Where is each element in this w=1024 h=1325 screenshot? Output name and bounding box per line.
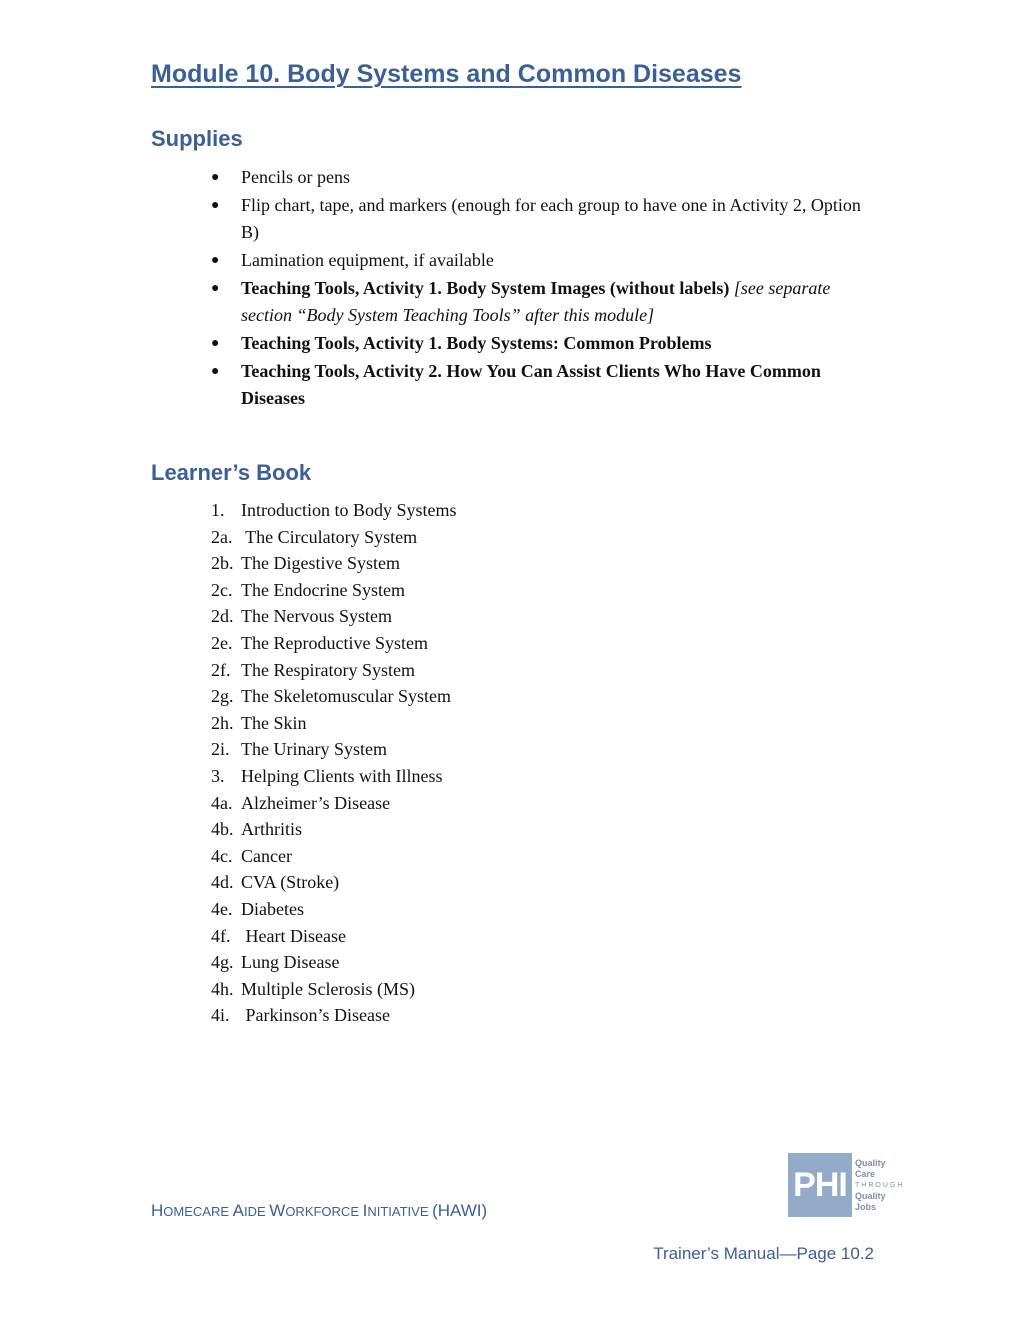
item-number: 2e. <box>211 632 233 653</box>
list-item <box>211 550 457 577</box>
org-rest: NITIATIVE <box>367 1204 433 1219</box>
list-item <box>211 976 457 1003</box>
item-number: 2f. <box>211 659 231 680</box>
item-number: 2c. <box>211 579 233 600</box>
list-item <box>211 710 457 737</box>
item-text: Diabetes <box>241 898 304 919</box>
list-item <box>211 736 457 763</box>
supply-text: Lamination equipment, if available <box>241 250 494 270</box>
list-item <box>211 524 457 551</box>
item-number: 4h. <box>211 978 234 999</box>
item-text: The Nervous System <box>241 606 392 627</box>
item-text: CVA (Stroke) <box>241 872 340 893</box>
item-text: The Respiratory System <box>241 659 415 680</box>
item-number: 1. <box>211 500 225 520</box>
list-item <box>211 683 457 710</box>
bullet-icon: ● <box>211 336 220 351</box>
item-number: 2a. <box>211 526 233 547</box>
list-item <box>211 192 881 246</box>
item-text: Multiple Sclerosis (MS) <box>241 978 415 999</box>
list-item <box>211 275 881 329</box>
item-text: Heart Disease <box>241 925 346 946</box>
item-text: Parkinson’s Disease <box>241 1005 390 1026</box>
logo-mark: PHI <box>788 1153 852 1217</box>
list-item <box>211 790 457 817</box>
supplies-list <box>211 164 881 413</box>
item-text: Alzheimer’s Disease <box>241 792 391 813</box>
item-text: The Skeletomuscular System <box>241 686 451 707</box>
list-item <box>211 577 457 604</box>
item-number: 4d. <box>211 872 234 893</box>
supplies-heading: Supplies <box>151 126 243 151</box>
item-number: 2b. <box>211 553 234 574</box>
item-number: 2h. <box>211 712 234 733</box>
item-number: 4c. <box>211 845 233 866</box>
list-item <box>211 896 457 923</box>
supply-title: Teaching Tools, Activity 1. Body Systems: Common Problems <box>241 333 712 353</box>
item-number: 2d. <box>211 606 234 627</box>
logo-tagline <box>852 1153 908 1217</box>
item-text: Lung Disease <box>241 952 340 973</box>
list-item <box>211 247 881 274</box>
list-item <box>211 603 457 630</box>
org-rest: IDE <box>243 1204 270 1219</box>
list-item <box>211 497 457 524</box>
list-item <box>211 358 881 412</box>
supply-note: [see separate section “Body System Teaching Tools” after this module] <box>241 278 831 325</box>
item-text: The Skin <box>241 712 307 733</box>
item-number: 4a. <box>211 792 233 813</box>
page-number: Trainer’s Manual—Page 10.2 <box>653 1244 874 1263</box>
supply-title: Teaching Tools, Activity 1. Body System Images (without labels) <box>241 278 730 298</box>
item-number: 2g. <box>211 686 234 707</box>
supply-text: Pencils or pens <box>241 167 350 187</box>
item-text: The Urinary System <box>241 739 387 760</box>
org-cap: W <box>269 1201 286 1220</box>
bullet-icon: ● <box>211 170 220 185</box>
list-item <box>211 843 457 870</box>
item-number: 4e. <box>211 898 233 919</box>
bullet-icon: ● <box>211 198 220 213</box>
org-rest: ORKFORCE <box>285 1204 363 1219</box>
supply-title: Teaching Tools, Activity 2. How You Can Assist Clients Who Have Common Diseases <box>241 361 821 408</box>
item-text: Helping Clients with Illness <box>241 765 443 786</box>
org-cap: A <box>232 1201 244 1220</box>
org-cap: I <box>362 1201 368 1220</box>
list-item <box>211 763 457 790</box>
item-text: Introduction to Body Systems <box>241 500 457 520</box>
supply-text: Flip chart, tape, and markers (enough for each group to have one in Activity 2, Option B) <box>241 195 861 242</box>
item-text: The Endocrine System <box>241 579 405 600</box>
list-item <box>211 816 457 843</box>
org-cap: H <box>151 1201 164 1220</box>
logo-line: Quality Jobs <box>855 1190 886 1212</box>
list-item <box>211 949 457 976</box>
list-item <box>211 657 457 684</box>
page-title: Module 10. Body Systems and Common Diseases <box>151 60 742 88</box>
item-number: 4i. <box>211 1005 230 1026</box>
logo-line: THROUGH <box>855 1181 905 1189</box>
item-text: Arthritis <box>241 819 302 840</box>
item-number: 4b. <box>211 819 234 840</box>
item-text: The Reproductive System <box>241 632 428 653</box>
item-number: 4g. <box>211 952 234 973</box>
footer-org <box>151 1201 487 1221</box>
list-item <box>211 869 457 896</box>
bullet-icon: ● <box>211 253 220 268</box>
bullet-icon: ● <box>211 281 220 296</box>
learners-book-heading: Learner’s Book <box>151 460 312 485</box>
item-number: 2i. <box>211 739 230 760</box>
item-text: The Circulatory System <box>241 526 418 547</box>
item-text: The Digestive System <box>241 553 400 574</box>
bullet-icon: ● <box>211 364 220 379</box>
logo-line: Quality Care <box>855 1157 886 1179</box>
org-rest: OMECARE <box>163 1204 233 1219</box>
learners-book-list <box>211 497 457 1029</box>
list-item <box>211 164 881 191</box>
item-text: Cancer <box>241 845 292 866</box>
item-number: 4f. <box>211 925 231 946</box>
phi-logo <box>788 1153 908 1217</box>
list-item <box>211 330 881 357</box>
item-number: 3. <box>211 765 225 786</box>
list-item <box>211 1002 457 1029</box>
org-abbrev: (HAWI) <box>432 1201 488 1220</box>
list-item <box>211 630 457 657</box>
list-item <box>211 923 457 950</box>
